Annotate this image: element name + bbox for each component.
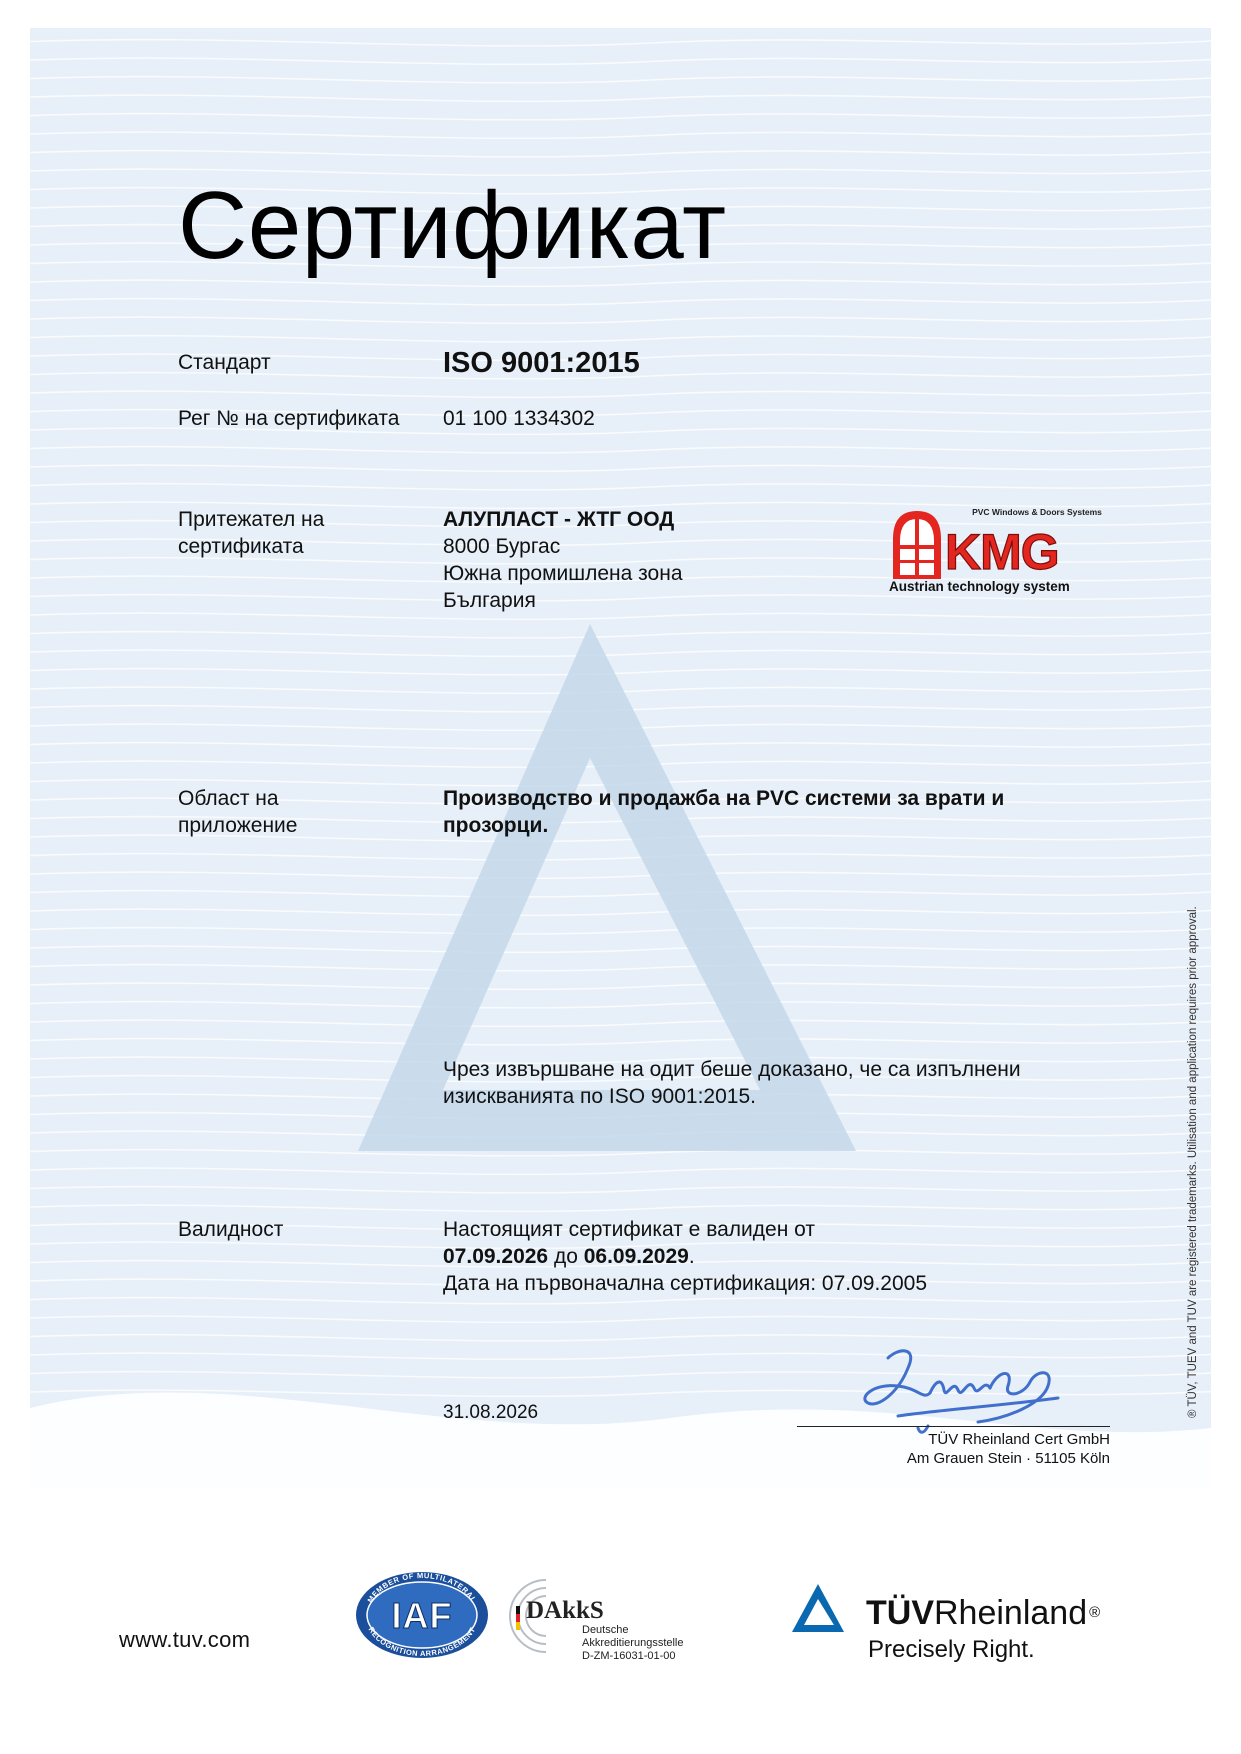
- scope-label-line2: приложение: [178, 814, 298, 837]
- valid-to-word: до: [553, 1245, 578, 1268]
- dakks-name: DAkkS: [526, 1597, 604, 1624]
- kmg-logo: [887, 505, 1107, 597]
- standard-label: Стандарт: [178, 351, 271, 374]
- wave-line: [30, 391, 1211, 397]
- wave-line: [30, 928, 1211, 934]
- issuer-name: TÜV Rheinland Cert GmbH: [928, 1431, 1110, 1448]
- tuv-brand-bold: TÜV: [866, 1594, 934, 1632]
- valid-to-date: 06.09.2029: [583, 1245, 689, 1268]
- kmg-name: KMG: [945, 524, 1059, 580]
- wave-line: [30, 1168, 1211, 1174]
- wave-line: [30, 336, 1211, 342]
- dakks-code: D-ZM-16031-01-00: [582, 1650, 676, 1662]
- tuv-brand-regular: Rheinland: [934, 1594, 1088, 1632]
- issue-date: 31.08.2026: [443, 1402, 539, 1423]
- wave-line: [30, 447, 1211, 453]
- wave-line: [30, 613, 1211, 619]
- wave-line: [30, 1002, 1211, 1008]
- tuv-slogan: Precisely Right.: [868, 1636, 1035, 1663]
- valid-period: .: [688, 1245, 695, 1268]
- wave-line: [30, 40, 1211, 46]
- holder-address-line3: България: [443, 589, 536, 612]
- scope-label-line1: Област на: [178, 787, 279, 810]
- iaf-text: IAF: [391, 1595, 453, 1636]
- iaf-ring-bottom: RECOGNITION ARRANGEMENT: [366, 1625, 478, 1659]
- certificate-title: Сертификат: [178, 172, 727, 279]
- trademark-note: ® TÜV, TUEV and TUV are registered trademarks. Utilisation and application requires prior approval.: [1187, 906, 1199, 1418]
- valid-from-date: 07.09.2026: [443, 1245, 549, 1268]
- tuv-registered-mark: ®: [1089, 1604, 1101, 1621]
- reg-no-label: Рег № на сертификата: [178, 407, 400, 430]
- wave-line: [30, 465, 1211, 471]
- issuer-address: Am Grauen Stein · 51105 Köln: [906, 1450, 1110, 1467]
- wave-line: [30, 299, 1211, 305]
- wave-line: [30, 1039, 1211, 1045]
- wave-line: [30, 1020, 1211, 1026]
- wave-line: [30, 872, 1211, 878]
- wave-line: [30, 1205, 1211, 1211]
- holder-address-line1: 8000 Бургас: [443, 535, 561, 558]
- standard-value: ISO 9001:2015: [443, 347, 640, 379]
- dakks-line2: Akkreditierungsstelle: [582, 1637, 684, 1649]
- signature-line: [797, 1426, 1110, 1427]
- wave-line: [30, 317, 1211, 323]
- wave-line: [30, 77, 1211, 83]
- signature: [858, 1338, 1083, 1443]
- holder-label-line1: Притежател на: [178, 508, 325, 531]
- tuv-brand: [866, 1595, 1100, 1631]
- audit-statement-line2: изискванията по ISO 9001:2015.: [443, 1085, 756, 1108]
- validity-line2: [443, 1243, 695, 1270]
- holder-address-line2: Южна промишлена зона: [443, 562, 683, 585]
- wave-line: [30, 854, 1211, 860]
- holder-label-line2: сертификата: [178, 535, 304, 558]
- audit-statement-line1: Чрез извършване на одит беше доказано, че са изпълнени: [443, 1058, 1021, 1081]
- wave-line: [30, 151, 1211, 157]
- wave-line: [30, 114, 1211, 120]
- wave-line: [30, 484, 1211, 490]
- validity-line1: Настоящият сертификат е валиден от: [443, 1218, 815, 1241]
- wave-line: [30, 1187, 1211, 1193]
- wave-line: [30, 946, 1211, 952]
- wave-line: [30, 669, 1211, 675]
- wave-line: [30, 1316, 1211, 1322]
- wave-line: [30, 132, 1211, 138]
- scope-line2: прозорци.: [443, 814, 549, 837]
- wave-line: [30, 965, 1211, 971]
- scope-line1: Производство и продажба на PVC системи за врати и: [443, 787, 1005, 810]
- wave-line: [30, 983, 1211, 989]
- wave-line: [30, 909, 1211, 915]
- wave-line: [30, 650, 1211, 656]
- wave-line: [30, 1298, 1211, 1304]
- dakks-line1: Deutsche: [582, 1624, 629, 1636]
- iaf-ring-top: MEMBER OF MULTILATERAL: [365, 1571, 479, 1605]
- dakks-logo: [502, 1570, 707, 1666]
- wave-line: [30, 891, 1211, 897]
- wave-line: [30, 95, 1211, 101]
- iaf-logo: [355, 1571, 489, 1659]
- kmg-tagline-top: PVC Windows & Doors Systems: [972, 507, 1102, 517]
- wave-line: [30, 280, 1211, 286]
- tuv-triangle-icon: [790, 1582, 846, 1634]
- reg-no-value: 01 100 1334302: [443, 407, 595, 430]
- validity-line3: Дата на първоначална сертификация: 07.09.2005: [443, 1272, 928, 1295]
- holder-name: АЛУПЛАСТ - ЖТГ ООД: [443, 508, 675, 531]
- wave-line: [30, 58, 1211, 64]
- kmg-tagline-bottom: Austrian technology system: [889, 579, 1070, 594]
- wave-line: [30, 632, 1211, 638]
- website-link[interactable]: www.tuv.com: [119, 1627, 251, 1652]
- validity-label: Валидност: [178, 1218, 284, 1241]
